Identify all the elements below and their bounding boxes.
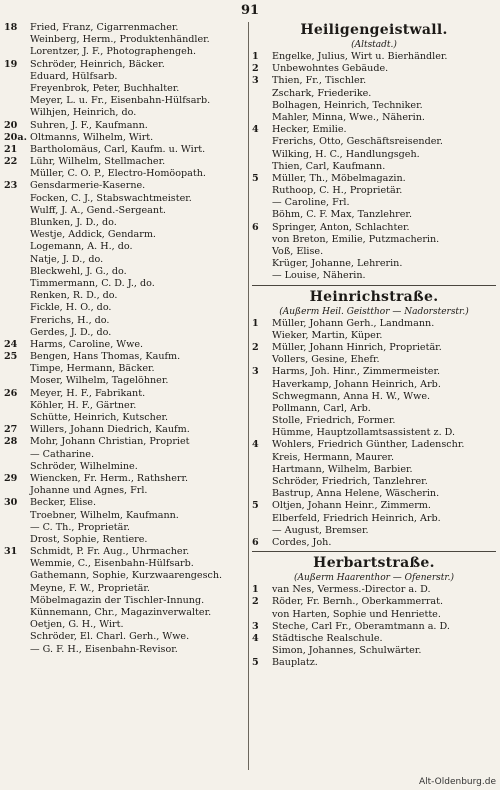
directory-entry — [4, 168, 248, 180]
directory-entry — [252, 500, 496, 512]
directory-entry — [252, 51, 496, 63]
directory-entry — [4, 449, 248, 461]
directory-entry — [252, 63, 496, 75]
entry-text: Lühr, Wilhelm, Stellmacher. — [30, 156, 166, 168]
entry-text: Gathemann, Sophie, Kurzwaarengesch. — [30, 570, 223, 582]
directory-entry — [252, 403, 496, 415]
directory-entry — [252, 452, 496, 464]
directory-entry — [4, 607, 248, 619]
entry-text: Meyne, F. W., Proprietär. — [30, 582, 150, 594]
entry-text: Timmermann, C. D. J., do. — [30, 277, 155, 289]
entry-text: Hecker, Emilie. — [272, 124, 347, 136]
directory-entry — [4, 229, 248, 241]
entry-text: Engelke, Julius, Wirt u. Bierhändler. — [272, 51, 448, 62]
directory-entry — [4, 473, 248, 485]
house-number: 21 — [4, 143, 18, 155]
house-number: 26 — [4, 387, 18, 399]
directory-entry — [4, 534, 248, 546]
entry-text: Thien, Fr., Tischler. — [272, 75, 367, 87]
directory-entry — [252, 173, 496, 185]
entry-text: Schröder, Heinrich, Bäcker. — [30, 58, 165, 70]
directory-entry — [4, 83, 248, 95]
directory-entry — [4, 619, 248, 631]
street-heading: Herbartstraße. — [313, 555, 435, 572]
house-number: 6 — [252, 536, 259, 548]
entry-text: Müller, Johann Hinrich, Proprietär. — [272, 341, 442, 353]
entry-text: Natje, J. D., do. — [30, 253, 104, 265]
house-number: 5 — [252, 172, 259, 184]
directory-entry — [252, 112, 496, 124]
directory-entry — [4, 180, 248, 192]
entry-text: Gerdes, J. D., do. — [30, 326, 112, 338]
directory-entry — [4, 644, 248, 656]
entry-text: Renken, R. D., do. — [30, 290, 118, 302]
entry-text: Oltjen, Johann Heinr., Zimmerm. — [272, 500, 431, 512]
entry-text: Wilhjen, Heinrich, do. — [30, 107, 137, 119]
directory-entry — [252, 75, 496, 87]
entry-text: Westje, Addick, Gendarm. — [30, 229, 156, 241]
directory-entry — [252, 222, 496, 234]
entry-text: Zschark, Friederike. — [272, 87, 372, 99]
entry-text: Bastrup, Anna Helene, Wäscherin. — [272, 488, 440, 500]
directory-entry — [4, 290, 248, 302]
house-number: 1 — [252, 51, 259, 62]
house-number: 24 — [4, 338, 18, 350]
entry-text: Mohr, Johann Christian, Propriet — [30, 436, 190, 448]
entry-text: Bolhagen, Heinrich, Techniker. — [272, 99, 423, 111]
entry-text: Meyer, L. u. Fr., Eisenbahn-Hülfsarb. — [30, 95, 211, 107]
house-number: 6 — [252, 221, 259, 233]
directory-entry — [252, 439, 496, 451]
house-number: 19 — [4, 58, 18, 70]
street-subheading: (Altstadt.) — [351, 40, 397, 50]
directory-entry — [4, 254, 248, 266]
directory-entry — [252, 537, 496, 549]
entry-text: von Breton, Emilie, Putzmacherin. — [272, 233, 440, 245]
entry-text: Fickle, H. O., do. — [30, 302, 112, 314]
column-divider — [248, 22, 249, 770]
directory-entry — [4, 485, 248, 497]
entry-text: Simon, Johannes, Schulwärter. — [272, 645, 422, 657]
directory-entry — [252, 596, 496, 608]
house-number: 3 — [252, 75, 259, 87]
entry-text: Logemann, A. H., do. — [30, 241, 133, 253]
entry-text: — Caroline, Frl. — [272, 197, 350, 209]
entry-text: Wieker, Martin, Küper. — [272, 329, 383, 341]
house-number: 23 — [4, 180, 18, 192]
entry-text: Hartmann, Wilhelm, Barbier. — [272, 463, 413, 475]
directory-entry — [4, 217, 248, 229]
directory-entry — [252, 197, 496, 209]
directory-entry — [4, 278, 248, 290]
directory-entry — [4, 570, 248, 582]
entry-text: Hümme, Hauptzollamtsassistent z. D. — [272, 427, 456, 439]
directory-entry — [252, 366, 496, 378]
directory-entry — [252, 621, 496, 633]
entry-text: — C. Th., Proprietär. — [30, 521, 130, 533]
house-number: 22 — [4, 156, 18, 168]
entry-text: Oltmanns, Wilhelm, Wirt. — [30, 131, 154, 143]
house-number: 29 — [4, 472, 18, 484]
entry-text: Schröder, El. Charl. Gerh., Wwe. — [30, 631, 190, 643]
house-number: 3 — [252, 620, 259, 632]
entry-text: Thien, Carl, Kaufmann. — [272, 160, 386, 172]
entry-text: Mahler, Minna, Wwe., Näherin. — [272, 111, 425, 123]
directory-entry — [4, 424, 248, 436]
directory-entry — [4, 583, 248, 595]
entry-text: Moser, Wilhelm, Tagelöhner. — [30, 375, 169, 387]
entry-text: Schmidt, P. Fr. Aug., Uhrmacher. — [30, 546, 190, 558]
entry-text: Bleckwehl, J. G., do. — [30, 265, 127, 277]
section-rule — [252, 285, 496, 286]
directory-entry — [4, 388, 248, 400]
entry-text: Becker, Elise. — [30, 497, 97, 509]
directory-entry — [252, 124, 496, 136]
entry-text: Müller, Johann Gerh., Landmann. — [272, 317, 435, 329]
entry-text: Springer, Anton, Schlachter. — [272, 221, 410, 233]
directory-entry — [4, 107, 248, 119]
directory-entry — [252, 270, 496, 282]
directory-entry — [4, 34, 248, 46]
house-number: 2 — [252, 341, 259, 353]
directory-entry — [4, 375, 248, 387]
entry-text: Bauplatz. — [272, 657, 318, 669]
entry-text: Köhler, H. F., Gärtner. — [30, 399, 137, 411]
section-rule — [252, 551, 496, 552]
entry-text: Oetjen, G. H., Wirt. — [30, 619, 124, 631]
directory-entry — [252, 525, 496, 537]
entry-text: Ruthoop, C. H., Proprietär. — [272, 185, 403, 197]
entry-text: Schröder, Friedrich, Tanzlehrer. — [272, 476, 428, 487]
directory-entry — [4, 631, 248, 643]
entry-text: Willers, Johann Diedrich, Kaufm. — [30, 424, 190, 436]
entry-text: Wilking, H. C., Handlungsgeh. — [272, 148, 420, 160]
directory-entry — [252, 330, 496, 342]
directory-entry — [252, 427, 496, 439]
entry-text: Fried, Franz, Cigarrenmacher. — [30, 22, 179, 33]
entry-text: Meyer, H. F., Fabrikant. — [30, 387, 146, 399]
directory-entry — [4, 205, 248, 217]
directory-entry — [4, 241, 248, 253]
directory-entry — [4, 510, 248, 522]
directory-entry — [252, 476, 496, 488]
directory-entry — [252, 633, 496, 645]
house-number: 28 — [4, 436, 18, 448]
entry-text: Kreis, Hermann, Maurer. — [272, 451, 394, 463]
directory-entry — [252, 464, 496, 476]
entry-text: Pollmann, Carl, Arb. — [272, 402, 371, 414]
entry-text: von Harten, Sophie und Henriette. — [272, 608, 441, 620]
entry-text: Voß, Elise. — [272, 246, 324, 257]
house-number: 18 — [4, 22, 18, 33]
directory-entry — [4, 558, 248, 570]
entry-text: Freyenbrok, Peter, Buchhalter. — [30, 82, 180, 94]
entry-text: Elberfeld, Friedrich Heinrich, Arb. — [272, 512, 441, 524]
directory-entry — [252, 136, 496, 148]
entry-text: — Louise, Näherin. — [272, 270, 366, 282]
directory-entry — [252, 88, 496, 100]
entry-text: Möbelmagazin der Tischler-Innung. — [30, 594, 205, 606]
directory-entry — [252, 415, 496, 427]
directory-entry — [4, 315, 248, 327]
entry-text: Böhm, C. F. Max, Tanzlehrer. — [272, 209, 412, 221]
directory-entry — [4, 351, 248, 363]
house-number: 3 — [252, 366, 259, 378]
directory-entry — [4, 132, 248, 144]
directory-entry — [252, 657, 496, 669]
entry-text: Cordes, Joh. — [272, 536, 332, 548]
directory-entry — [252, 258, 496, 270]
directory-entry — [4, 436, 248, 448]
house-number: 1 — [252, 317, 259, 329]
entry-text: Bartholomäus, Carl, Kaufm. u. Wirt. — [30, 143, 206, 155]
entry-text: Müller, Th., Möbelmagazin. — [272, 172, 406, 184]
street-heading: Heinrichstraße. — [309, 288, 439, 305]
entry-text: Frerichs, Otto, Geschäftsreisender. — [272, 136, 443, 148]
entry-text: Stolle, Friedrich, Former. — [272, 415, 396, 427]
right-column — [252, 22, 496, 669]
entry-text: Steche, Carl Fr., Oberamtmann a. D. — [272, 620, 450, 632]
house-number: 30 — [4, 497, 18, 509]
entry-text: Harms, Joh. Hinr., Zimmermeister. — [272, 366, 441, 378]
entry-text: Wulff, J. A., Gend.-Sergeant. — [30, 204, 166, 216]
directory-entry — [4, 95, 248, 107]
directory-entry — [252, 391, 496, 403]
directory-entry — [252, 318, 496, 330]
directory-entry — [4, 363, 248, 375]
entry-text: Focken, C. J., Stabswachtmeister. — [30, 192, 192, 204]
entry-text: van Nes, Vermess.-Director a. D. — [272, 584, 431, 596]
directory-entry — [252, 488, 496, 500]
house-number: 5 — [252, 500, 259, 512]
directory-entry — [4, 156, 248, 168]
directory-entry — [4, 339, 248, 351]
directory-entry — [252, 584, 496, 596]
house-number: 2 — [252, 596, 259, 608]
directory-entry — [252, 149, 496, 161]
directory-entry — [4, 327, 248, 339]
directory-entry — [4, 193, 248, 205]
directory-entry — [252, 513, 496, 525]
directory-entry — [252, 342, 496, 354]
directory-entry — [252, 209, 496, 221]
directory-entry — [4, 46, 248, 58]
directory-entry — [252, 609, 496, 621]
directory-entry — [4, 546, 248, 558]
directory-entry — [4, 400, 248, 412]
entry-text: — August, Bremser. — [272, 524, 369, 536]
entry-text: Künnemann, Chr., Magazinverwalter. — [30, 607, 212, 618]
entry-text: Harms, Caroline, Wwe. — [30, 338, 144, 350]
directory-entry — [4, 71, 248, 83]
house-number: 4 — [252, 439, 259, 451]
entry-text: Gensdarmerie-Kaserne. — [30, 180, 146, 192]
entry-text: Müller, C. O. P., Electro-Homöopath. — [30, 168, 206, 180]
entry-text: Bengen, Hans Thomas, Kaufm. — [30, 351, 181, 363]
page-number: 91 — [240, 3, 260, 18]
entry-text: Unbewohntes Gebäude. — [272, 63, 389, 75]
entry-text: Wohlers, Friedrich Günther, Ladenschr. — [272, 439, 465, 451]
entry-text: Röder, Fr. Bernh., Oberkammerrat. — [272, 596, 444, 608]
directory-entry — [4, 497, 248, 509]
street-subheading: (Außerm Heil. Geistthor — Nadorsterstr.) — [279, 306, 469, 317]
entry-text: Städtische Realschule. — [272, 632, 383, 644]
entry-text: Eduard, Hülfsarb. — [30, 70, 118, 82]
directory-entry — [252, 161, 496, 173]
entry-text: Schwegmann, Anna H. W., Wwe. — [272, 390, 431, 402]
directory-entry — [4, 522, 248, 534]
entry-text: Wemmie, C., Eisenbahn-Hülfsarb. — [30, 558, 194, 570]
house-number: 20 — [4, 119, 18, 131]
house-number: 2 — [252, 63, 259, 75]
house-number: 31 — [4, 546, 18, 558]
house-number: 1 — [252, 584, 259, 596]
entry-text: Johanne und Agnes, Frl. — [30, 485, 148, 497]
directory-entry — [4, 266, 248, 278]
entry-text: Schütte, Heinrich, Kutscher. — [30, 412, 169, 423]
directory-entry — [4, 595, 248, 607]
directory-entry — [4, 302, 248, 314]
entry-text: Drost, Sophie, Rentiere. — [30, 533, 148, 545]
entry-text: Timpe, Hermann, Bäcker. — [30, 363, 155, 375]
street-heading: Heiligengeistwall. — [300, 22, 448, 38]
house-number: 4 — [252, 632, 259, 644]
entry-text: Troebner, Wilhelm, Kaufmann. — [30, 509, 179, 521]
entry-text: Blunken, J. D., do. — [30, 217, 117, 228]
directory-entry — [4, 144, 248, 156]
directory-entry — [4, 59, 248, 71]
entry-text: Schröder, Wilhelmine. — [30, 460, 138, 472]
directory-entry — [252, 354, 496, 366]
entry-text: Frerichs, H., do. — [30, 314, 110, 326]
directory-entry — [4, 120, 248, 132]
left-column — [4, 22, 248, 656]
entry-text: Weinberg, Herm., Produktenhändler. — [30, 34, 210, 46]
footer-watermark: Alt-Oldenburg.de — [418, 777, 496, 787]
directory-entry — [252, 100, 496, 112]
street-subheading: (Außerm Haarenthor — Ofenerstr.) — [293, 573, 455, 584]
entry-text: Vollers, Gesine, Ehefr. — [272, 354, 380, 366]
house-number: 4 — [252, 124, 259, 136]
entry-text: — Catharine. — [30, 448, 95, 460]
house-number: 25 — [4, 351, 18, 363]
directory-entry — [252, 379, 496, 391]
entry-text: Lorentzer, J. F., Photographengeh. — [30, 46, 197, 58]
entry-text: Haverkamp, Johann Heinrich, Arb. — [272, 378, 441, 390]
directory-entry — [252, 246, 496, 258]
entry-text: Krüger, Johanne, Lehrerin. — [272, 258, 403, 270]
directory-entry — [4, 461, 248, 473]
house-number: 5 — [252, 657, 259, 669]
directory-entry — [252, 185, 496, 197]
directory-entry — [4, 22, 248, 34]
directory-entry — [252, 234, 496, 246]
entry-text: — G. F. H., Eisenbahn-Revisor. — [30, 643, 178, 655]
entry-text: Wiencken, Fr. Herm., Rathsherr. — [30, 472, 189, 484]
directory-entry — [252, 645, 496, 657]
house-number: 20a. — [4, 131, 27, 143]
house-number: 27 — [4, 424, 18, 436]
directory-entry — [4, 412, 248, 424]
entry-text: Suhren, J. F., Kaufmann. — [30, 119, 148, 131]
